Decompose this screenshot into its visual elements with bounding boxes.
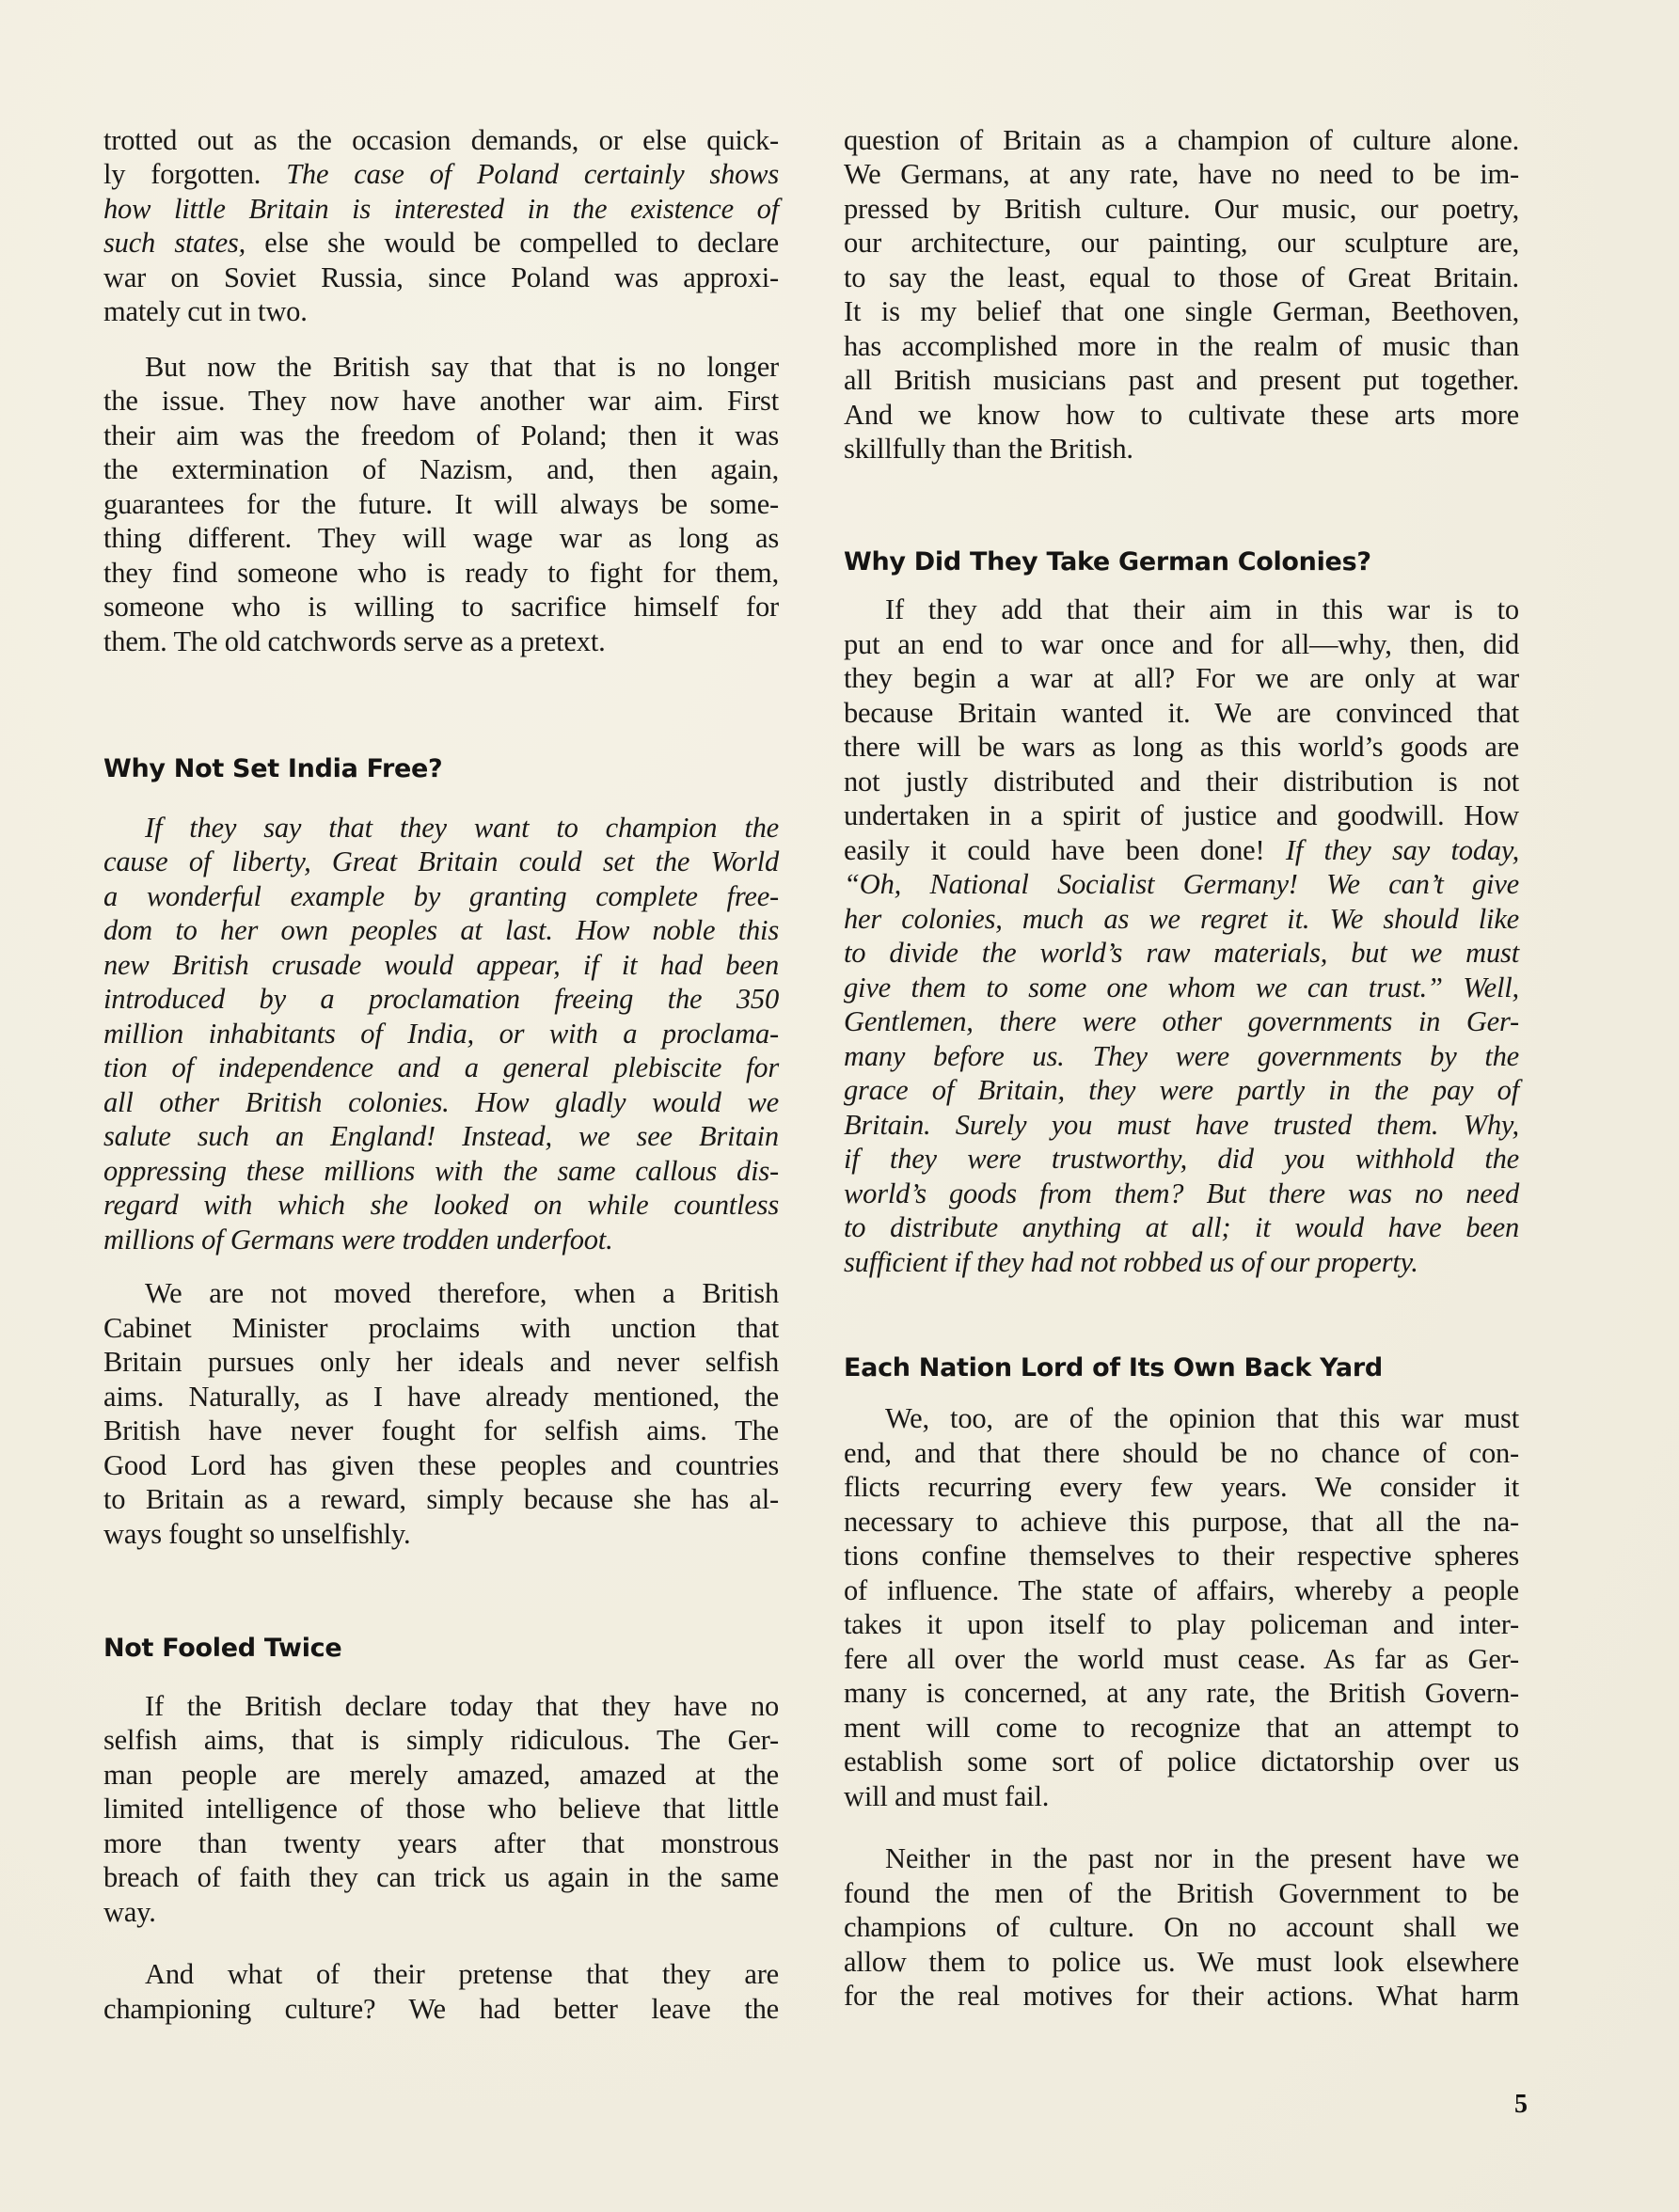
text-line: introduced by a proclamation freeing the 350 [103, 983, 779, 1015]
text-line: their aim was the freedom of Poland; then it was [103, 419, 779, 451]
text-line: her colonies, much as we regret it. We should like [844, 903, 1519, 935]
text-line: It is my belief that one single German, Beethoven, [844, 295, 1519, 327]
emphasis-text: The case of Poland certainly shows [286, 158, 779, 190]
text-line: championing culture? We had better leave the [103, 1993, 779, 2025]
text-line: champions of culture. On no account shall we [844, 1911, 1519, 1943]
text-line: the issue. They now have another war aim. First [103, 385, 779, 417]
text-line: million inhabitants of India, or with a proclama- [103, 1018, 779, 1050]
text-line: ways fought so unselfishly. [103, 1518, 411, 1550]
text-line: And what of their pretense that they are [145, 1958, 779, 1990]
text-line: the extermination of Nazism, and, then again, [103, 453, 779, 485]
section-heading: Not Fooled Twice [103, 1634, 342, 1663]
section-heading: Why Not Set India Free? [103, 754, 443, 783]
text-line: because Britain wanted it. We are convinced that [844, 697, 1519, 729]
text-line: skillfully than the British. [844, 433, 1133, 465]
text-line: give them to some one whom we can trust.” Well, [844, 972, 1519, 1003]
text-line: We are not moved therefore, when a British [145, 1277, 779, 1309]
text-line: war on Soviet Russia, since Poland was approxi- [103, 261, 779, 293]
text-line: there will be wars as long as this world’s goods are [844, 731, 1519, 763]
text-line: fere all over the world must cease. As far as Ger- [844, 1643, 1519, 1675]
page-number: 5 [1514, 2090, 1528, 2119]
text-line: not justly distributed and their distribution is not [844, 766, 1519, 798]
text-line: flicts recurring every few years. We consider it [844, 1471, 1519, 1503]
text-line: new British crusade would appear, if it had been [103, 949, 779, 981]
text-line: But now the British say that that is no longer [145, 351, 779, 383]
text-line: sufficient if they had not robbed us of our property. [844, 1246, 1418, 1278]
text-line [103, 157, 779, 191]
section-heading: Why Did They Take German Colonies? [844, 547, 1371, 577]
text-line: how little Britain is interested in the existence of [103, 193, 779, 225]
text-line: to Britain as a reward, simply because she has al- [103, 1483, 779, 1515]
text-line: guarantees for the future. It will always be some- [103, 488, 779, 520]
text-line: if they were trustworthy, did you withhold the [844, 1143, 1519, 1175]
text-line: aims. Naturally, as I have already mentioned, the [103, 1381, 779, 1413]
text-line: world’s goods from them? But there was no need [844, 1177, 1519, 1209]
text-line: more than twenty years after that monstrous [103, 1827, 779, 1859]
text-line: salute such an England! Instead, we see Britain [103, 1120, 779, 1152]
text-line: “Oh, National Socialist Germany! We can’t give [844, 868, 1519, 900]
text-line: to distribute anything at all; it would have been [844, 1211, 1519, 1243]
text-line: many is concerned, at any rate, the British Govern- [844, 1677, 1519, 1709]
text-line: end, and that there should be no chance of con- [844, 1437, 1519, 1469]
text-line: allow them to police us. We must look elsewhere [844, 1946, 1519, 1978]
text-line: If the British declare today that they have no [145, 1690, 779, 1722]
text-line: to divide the world’s raw materials, but we must [844, 937, 1519, 969]
text-line: they find someone who is ready to fight for them, [103, 557, 779, 589]
text-line: has accomplished more in the realm of music than [844, 330, 1519, 362]
text-line: Good Lord has given these peoples and countries [103, 1449, 779, 1481]
text-line: tions confine themselves to their respective spheres [844, 1540, 1519, 1572]
text-line: breach of faith they can trick us again in the same [103, 1861, 779, 1893]
text-line: takes it upon itself to play policeman and inter- [844, 1608, 1519, 1640]
text-line: way. [103, 1896, 156, 1928]
text-line: trotted out as the occasion demands, or else quick- [103, 124, 779, 156]
text-line: necessary to achieve this purpose, that all the na- [844, 1506, 1519, 1538]
text-line: grace of Britain, they were partly in the pay of [844, 1074, 1519, 1106]
text-run: else she would be compelled to declare [246, 227, 780, 259]
text-line: dom to her own peoples at last. How noble this [103, 914, 779, 946]
text-line: Britain. Surely you must have trusted them. Why, [844, 1109, 1519, 1141]
text-line: limited intelligence of those who believe that little [103, 1793, 779, 1825]
text-line: Gentlemen, there were other governments in Ger- [844, 1005, 1519, 1037]
text-run: easily it could have been done! [844, 834, 1286, 866]
text-line: selfish aims, that is simply ridiculous. The Ger- [103, 1724, 779, 1756]
text-line: And we know how to cultivate these arts more [844, 399, 1519, 431]
text-line: of influence. The state of affairs, whereby a people [844, 1574, 1519, 1606]
text-line: pressed by British culture. Our music, our poetry, [844, 193, 1519, 225]
emphasis-text: If they say today, [1285, 834, 1519, 866]
text-line: ment will come to recognize that an attempt to [844, 1712, 1519, 1744]
text-line [103, 226, 779, 260]
text-line: British have never fought for selfish aims. The [103, 1414, 779, 1446]
text-line: someone who is willing to sacrifice himself for [103, 591, 779, 623]
text-line: Britain pursues only her ideals and never selfish [103, 1346, 779, 1378]
text-line: millions of Germans were trodden underfoot. [103, 1224, 613, 1256]
text-line [844, 833, 1519, 867]
text-line: to say the least, equal to those of Great Britain. [844, 261, 1519, 293]
text-line: them. The old catchwords serve as a pretext. [103, 625, 606, 657]
text-line: oppressing these millions with the same callous dis- [103, 1155, 779, 1187]
text-line: all British musicians past and present put together. [844, 364, 1519, 396]
section-heading: Each Nation Lord of Its Own Back Yard [844, 1353, 1383, 1382]
text-line: man people are merely amazed, amazed at the [103, 1759, 779, 1791]
text-line: all other British colonies. How gladly would we [103, 1086, 779, 1118]
text-line: We Germans, at any rate, have no need to be im- [844, 158, 1519, 190]
text-line: a wonderful example by granting complete free- [103, 880, 779, 912]
text-line: If they say that they want to champion the [145, 812, 779, 844]
text-line: If they add that their aim in this war is to [885, 593, 1519, 625]
text-line: they begin a war at all? For we are only at war [844, 662, 1519, 694]
text-line: Neither in the past nor in the present have we [885, 1842, 1519, 1874]
text-line: thing different. They will wage war as long as [103, 522, 779, 554]
emphasis-text: such states, [103, 227, 246, 259]
text-line: undertaken in a spirit of justice and goodwill. How [844, 799, 1519, 831]
text-run: ly forgotten. [103, 158, 287, 190]
text-line: found the men of the British Government to be [844, 1877, 1519, 1909]
text-line: our architecture, our painting, our sculpture are, [844, 227, 1519, 259]
text-line: put an end to war once and for all—why, then, did [844, 628, 1519, 660]
text-line: cause of liberty, Great Britain could set the World [103, 845, 779, 877]
text-line: mately cut in two. [103, 295, 308, 327]
text-line: many before us. They were governments by the [844, 1040, 1519, 1072]
text-line: for the real motives for their actions. What harm [844, 1980, 1519, 2012]
text-line: will and must fail. [844, 1780, 1050, 1812]
text-line: We, too, are of the opinion that this war must [885, 1402, 1519, 1434]
text-line: tion of independence and a general plebiscite for [103, 1051, 779, 1083]
text-line: question of Britain as a champion of culture alone. [844, 124, 1519, 156]
text-line: Cabinet Minister proclaims with unction that [103, 1312, 779, 1344]
text-line: regard with which she looked on while countless [103, 1189, 779, 1221]
text-line: establish some sort of police dictatorship over us [844, 1746, 1519, 1778]
